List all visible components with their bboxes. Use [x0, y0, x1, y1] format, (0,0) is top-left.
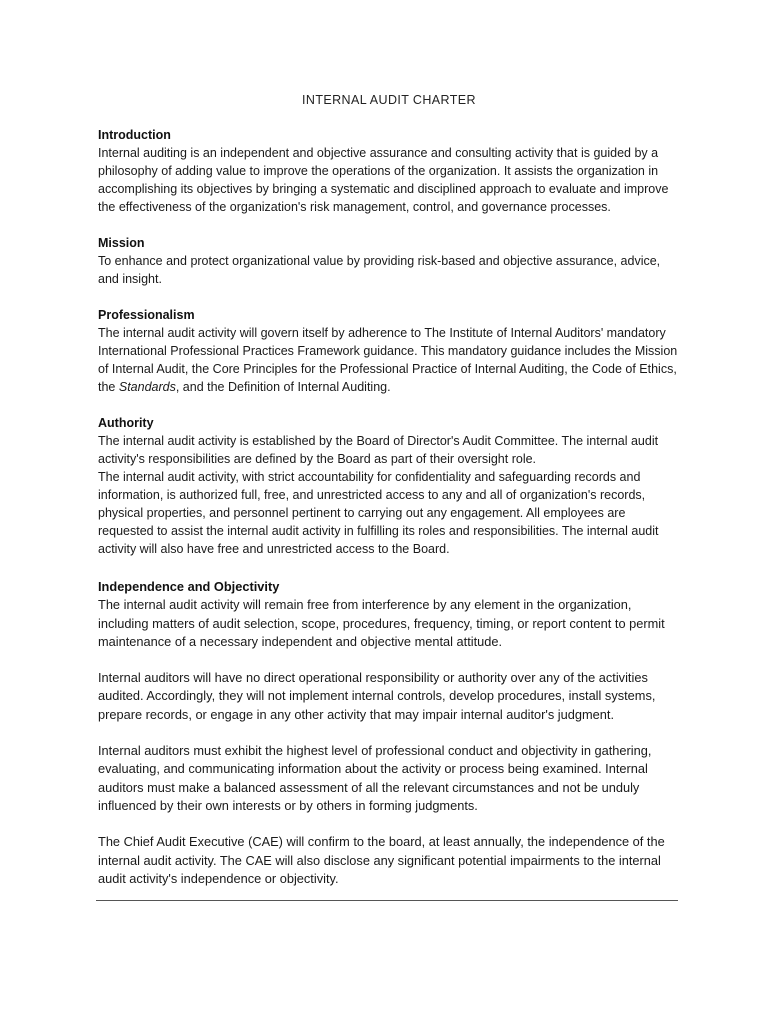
section-heading: Authority [98, 416, 154, 430]
section-heading: Introduction [98, 128, 171, 142]
section-paragraph: The internal audit activity, with strict accountability for confidentiality and safeguarding records and information, is authorized full, free, and unrestricted access to any and all of organization's records, physical properties, and personnel pertinent to carrying out any engagement. All employees are requested to assist the internal audit activity in fulfilling its roles and responsibilities. The internal audit activity will also have free and unrestricted access to the Board. [98, 470, 659, 556]
section-independence [98, 578, 680, 888]
section-professionalism [98, 306, 680, 396]
section-paragraph: To enhance and protect organizational value by providing risk-based and objective assurance, advice, and insight. [98, 254, 661, 286]
section-paragraph: The internal audit activity is established by the Board of Director's Audit Committee. The internal audit activity's responsibilities are defined by the Board as part of their oversight role. [98, 434, 659, 466]
section-paragraph: Internal auditing is an independent and objective assurance and consulting activity that is guided by a philosophy of adding value to improve the operations of the organization. It assists the organization in accomplishing its objectives by bringing a systematic and disciplined approach to evaluate and improve the effectiveness of the organization's risk management, control, and governance processes. [98, 146, 669, 214]
standards-italic-term: Standards [118, 380, 176, 394]
footer-divider [96, 900, 678, 901]
section-heading: Independence and Objectivity [98, 579, 280, 594]
section-heading: Mission [98, 236, 145, 250]
document-title: INTERNAL AUDIT CHARTER [302, 93, 476, 107]
paragraph-text-after: , and the Definition of Internal Auditing. [175, 380, 391, 394]
document-page [98, 93, 680, 888]
section-introduction [98, 126, 680, 216]
section-heading: Professionalism [98, 308, 195, 322]
section-mission [98, 234, 680, 288]
section-paragraph: The internal audit activity will remain free from interference by any element in the organization, including matters of audit selection, scope, procedures, frequency, timing, or report content to permit maintenance of a necessary independent and objective mental attitude. [98, 597, 665, 649]
paragraph-text-before: The internal audit activity will govern itself by adherence to The Institute of Internal Auditors' mandatory International Professional Practices Framework guidance. This mandatory guidance includes the Mission of Internal Audit, the Core Principles for the Professional Practice of Internal Auditing, the Code of Ethics, the [98, 326, 678, 394]
section-authority [98, 414, 680, 558]
section-paragraph: Internal auditors must exhibit the highest level of professional conduct and objectivity in gathering, evaluating, and communicating information about the activity or process being examined. Internal auditors must make a balanced assessment of all the relevant circumstances and not be unduly influenced by their own interests or by others in forming judgments. [98, 743, 652, 813]
section-paragraph: Internal auditors will have no direct operational responsibility or authority over any of the activities audited. Accordingly, they will not implement internal controls, develop procedures, install systems, prepare records, or engage in any other activity that may impair internal auditor's judgment. [98, 670, 656, 722]
section-paragraph [98, 324, 680, 396]
section-paragraph: The Chief Audit Executive (CAE) will confirm to the board, at least annually, the independence of the internal audit activity. The CAE will also disclose any significant potential impairments to the internal audit activity's independence or objectivity. [98, 834, 665, 886]
